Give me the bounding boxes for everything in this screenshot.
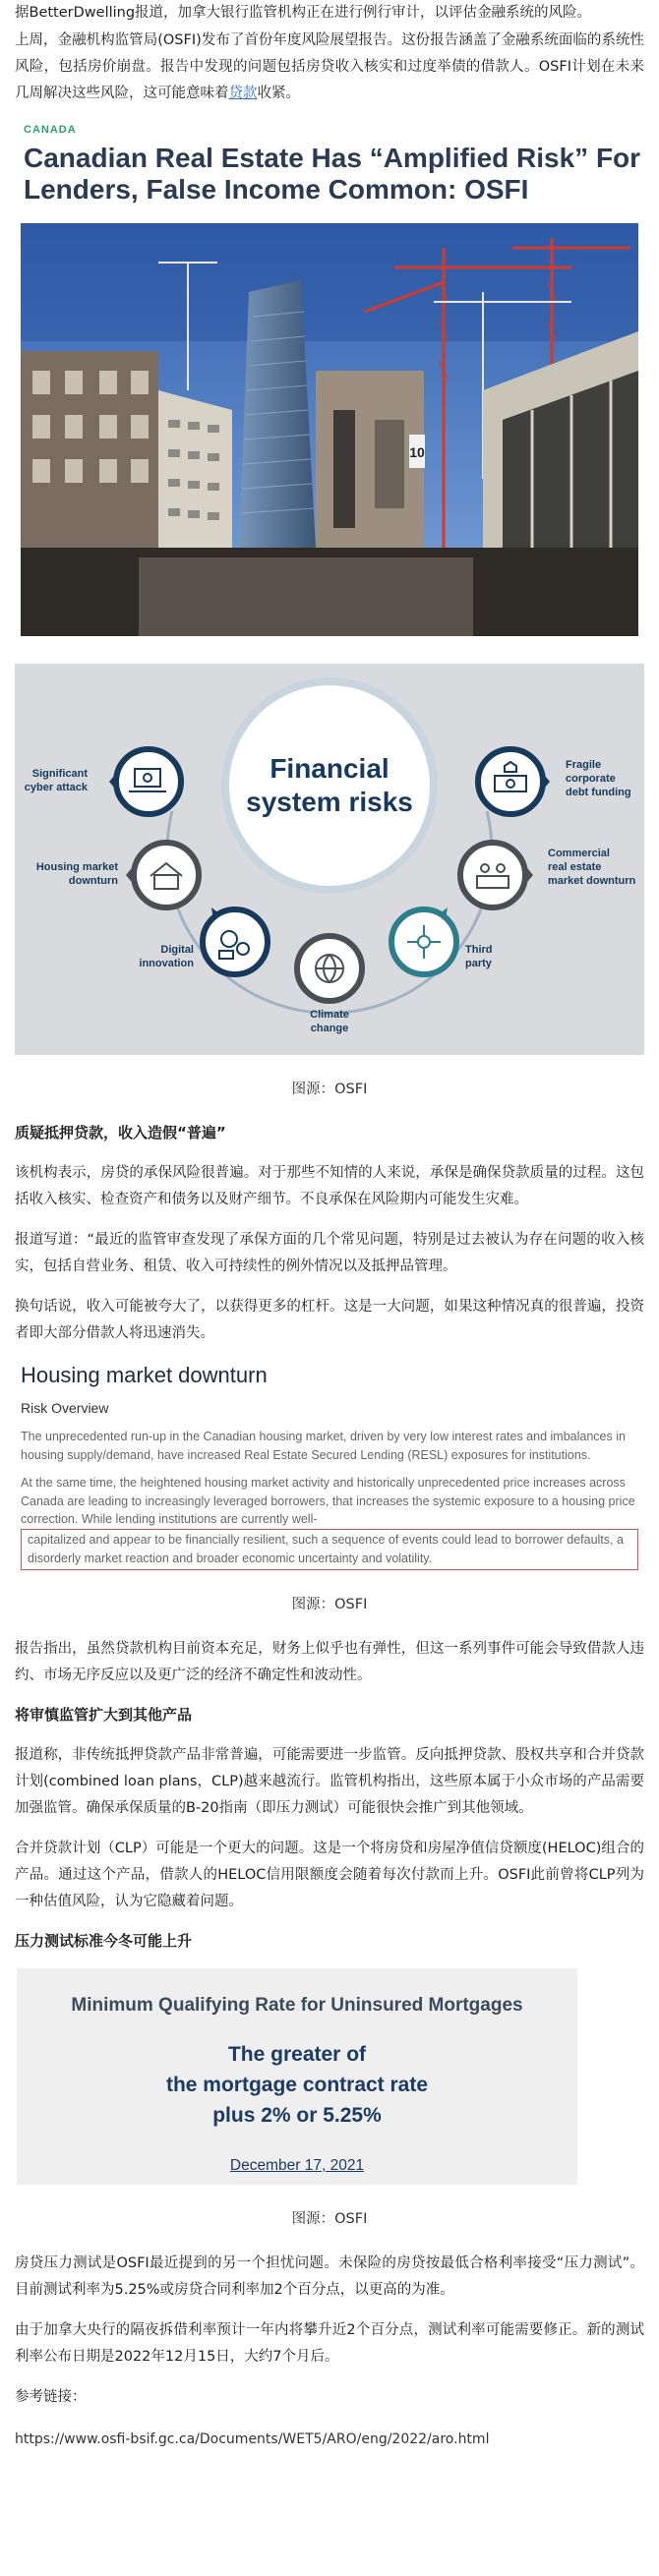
paragraph: 报告指出，虽然贷款机构目前资本充足，财务上似乎也有弹性，但这一系列事件可能会导致借款人违约、市场无序反应以及更广泛的经济不确定性和波动性。 [15, 1641, 644, 1684]
rate-box-title: Minimum Qualifying Rate for Uninsured Mortgages [71, 1995, 523, 2017]
label-housing-2: downturn [68, 875, 118, 887]
label-corporate-2: corporate [566, 773, 616, 785]
intro-paragraph-2 [15, 28, 644, 107]
label-commercial-2: real estate [548, 861, 602, 873]
label-third-2: party [465, 958, 492, 969]
label-climate-2: change [310, 1023, 349, 1034]
diagram-center-title-2: system risks [246, 787, 413, 817]
section-heading: 将审慎监管扩大到其他产品 [15, 1706, 193, 1725]
label-digital-2: innovation [139, 958, 194, 969]
paragraph: 合并贷款计划（CLP）可能是一个更大的问题。这是一个将房贷和房屋净值信贷额度(HELOC)组合的产品。通过这个产品，借款人的HELOC信用限额度会随着每次付款而上升。OSFI此前曾将CLP列为一种估值风险，认为它隐藏着问题。 [15, 1841, 644, 1910]
excerpt-subheading: Risk Overview [21, 1400, 109, 1416]
paragraph: 报道写道：“最近的监管审查发现了承保方面的几个常见问题，特别是过去被认为存在问题的收入核实，包括自营业务、租赁、收入可持续性的例外情况以及抵押品管理。 [15, 1232, 644, 1274]
paragraph: 该机构表示，房贷的承保风险很普遍。对于那些不知情的人来说，承保是确保贷款质量的过程。这包括收入核实、检查资产和债务以及财产细节。不良承保在风险期内可能发生灾难。 [15, 1165, 644, 1207]
qualifying-rate-box [17, 1968, 577, 2185]
label-commercial-3: market downturn [548, 875, 636, 887]
crane-sign-number: 10 [409, 444, 425, 460]
rate-line-3: plus 2% or 5.25% [212, 2104, 382, 2128]
paragraph: 房贷压力测试是OSFI最近提到的另一个担忧问题。未保险的房贷按最低合格利率接受“压力测试”。目前测试利率为5.25%或房贷合同利率加2个百分点，以更高的为准。 [15, 2255, 644, 2299]
intro-paragraph-1: 据BetterDwelling报道，加拿大银行监管机构正在进行例行审计，以评估金融系统的风险。 [15, 5, 592, 21]
intro-text: 上周，金融机构监管局(OSFI)发布了首份年度风险展望报告。这份报告涵盖了金融系统面临的系统性风险，包括房价崩盘。报告中发现的问题包括房贷收入核实和过度举债的借款人。OSFI计划在未来几周解决这些风险，这可能意味着 [15, 32, 644, 101]
excerpt-paragraph [21, 1474, 638, 1529]
section-heading: 质疑抵押贷款，收入造假“普遍” [15, 1124, 226, 1142]
section-heading: 压力测试标准今冬可能上升 [15, 1932, 193, 1951]
label-cyber-2: cyber attack [24, 782, 88, 793]
paragraph: 由于加拿大央行的隔夜拆借利率预计一年内将攀升近2个百分点，测试利率可能需要修正。新的测试利率公布日期是2022年12月15日，大约7个月后。 [15, 2322, 644, 2366]
diagram-center-title-1: Financial [270, 753, 389, 784]
label-digital-1: Digital [160, 944, 194, 956]
image-caption: 图源：OSFI [291, 1082, 368, 1097]
rate-line-1: The greater of [227, 2043, 367, 2067]
embedded-article-card [15, 123, 644, 205]
reference-label: 参考链接： [15, 2389, 87, 2406]
label-commercial-1: Commercial [548, 848, 610, 859]
financial-system-risks-diagram [15, 664, 644, 1055]
paragraph: 换句话说，收入可能被夸大了，以获得更多的杠杆。这是一大问题，如果这种情况真的很普遍，投资者即大部分借款人将迅速消失。 [15, 1299, 644, 1341]
excerpt-paragraph: The unprecedented run-up in the Canadian housing market, driven by very low interest rates and imbalances in housing supply/demand, have increased Real Estate Secured Lending (RESL) exposures for institutions. [21, 1430, 626, 1462]
label-third-1: Third [465, 944, 493, 956]
excerpt-heading: Housing market downturn [21, 1363, 268, 1387]
label-corporate-1: Fragile [566, 759, 602, 771]
construction-photo [21, 223, 638, 636]
article-title[interactable]: Canadian Real Estate Has “Amplified Risk” For Lenders, False Income Common: OSFI [24, 143, 641, 205]
highlighted-excerpt: capitalized and appear to be financially resilient, such a sequence of events could lead to borrower defaults, a disorderly market reaction and broader economic uncertainty and volatility. [21, 1529, 638, 1570]
paragraph: 报道称，非传统抵押贷款产品非常普遍，可能需要进一步监管。反向抵押贷款、股权共享和合并贷款计划(combined loan plans，CLP)越来越流行。监管机构指出，这些原本属于小众市场的产品需要加强监管。确保承保质量的B-20指南（即压力测试）可能很快会推广到其他领域。 [15, 1747, 644, 1817]
reference-url[interactable]: https://www.osfi-bsif.gc.ca/Documents/WET5/ARO/eng/2022/aro.html [15, 2431, 490, 2448]
article-category[interactable]: CANADA [24, 124, 77, 136]
rate-box-statement [17, 2039, 577, 2131]
intro-text-end: 收紧。 [257, 86, 300, 101]
rate-box-date-link[interactable]: December 17, 2021 [229, 2157, 365, 2175]
label-cyber-1: Significant [31, 768, 88, 780]
loan-link[interactable]: 贷款 [228, 86, 258, 101]
label-corporate-3: debt funding [566, 787, 631, 798]
label-housing-1: Housing market [35, 861, 118, 873]
image-caption: 图源：OSFI [291, 2211, 368, 2228]
excerpt-text: At the same time, the heightened housing market activity and historically unprecedented price increases across Canada are leading to increasingly leveraged borrowers, that increases the systemic exposure to a housing price correction. While lending institutions are currently well- [21, 1476, 635, 1527]
image-caption: 图源：OSFI [291, 1597, 368, 1613]
report-excerpt [21, 1361, 638, 1570]
label-climate-1: Climate [310, 1009, 349, 1021]
rate-line-2: the mortgage contract rate [165, 2074, 429, 2097]
